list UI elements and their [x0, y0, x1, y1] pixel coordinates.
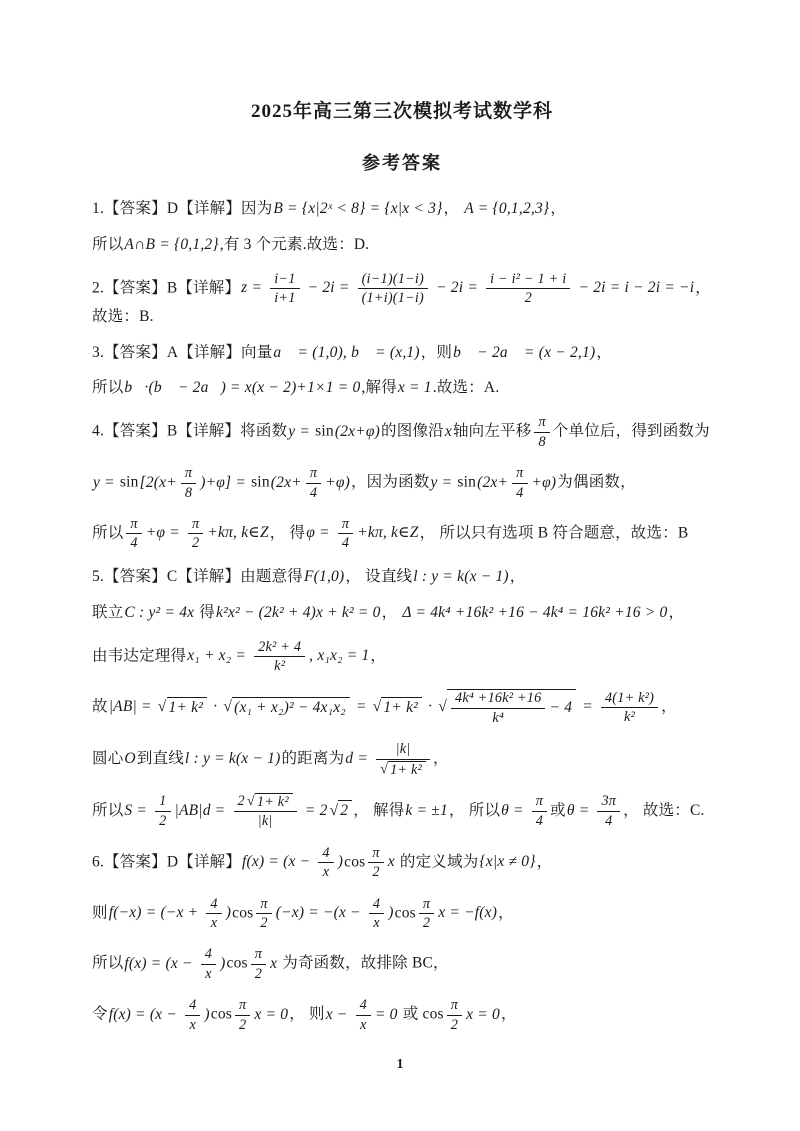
- math-text: Δ = 4k⁴ +16k² +16 − 4k⁴ = 16k² +16 > 0: [402, 603, 668, 621]
- answer-line: [92, 896, 712, 932]
- body-text: ，: [596, 343, 613, 361]
- math-text: +φ): [531, 473, 557, 491]
- math-text: 2: [450, 1016, 459, 1033]
- math-text: 2k² + 4: [258, 638, 302, 655]
- fraction: [199, 946, 218, 982]
- answer-line: [92, 516, 712, 552]
- body-text: 个单位后，得到函数为: [552, 422, 710, 440]
- math-text: d =: [345, 750, 373, 768]
- math-text: )+φ] =: [200, 473, 251, 491]
- math-text: 4k⁴ +16k² +16: [455, 690, 542, 707]
- answer-lines: [92, 199, 712, 1033]
- math-text: [2(x+: [139, 473, 177, 491]
- math-text: +φ): [325, 473, 350, 491]
- body-text: 的定义域为: [395, 853, 479, 871]
- square-root: [247, 793, 293, 810]
- math-text: =: [351, 698, 371, 716]
- math-text: 4: [322, 844, 330, 861]
- math-text: 2: [524, 290, 532, 307]
- body-text: sin: [251, 473, 270, 491]
- math-text: 4: [189, 997, 197, 1014]
- math-text: π: [372, 844, 380, 861]
- square-root: [380, 761, 426, 778]
- math-text: |AB| =: [108, 698, 156, 716]
- math-text: A∩B = {0,1,2}: [124, 235, 219, 253]
- radical-sign: √: [380, 761, 389, 778]
- body-text: 6.【答案】D【详解】: [92, 853, 242, 871]
- math-text: A = {0,1,2,3}: [464, 200, 550, 217]
- math-text: 2: [340, 802, 349, 820]
- math-text: F(1,0): [303, 567, 345, 585]
- math-text: − 2i =: [303, 279, 354, 297]
- math-text: x: [205, 965, 212, 982]
- math-text: O: [124, 750, 136, 768]
- body-text: 为偶函数，: [557, 473, 636, 491]
- answer-line: [92, 845, 712, 881]
- fraction: [233, 997, 252, 1033]
- math-text: x = −f(x): [438, 904, 498, 921]
- body-text: sin: [119, 473, 139, 491]
- answer-line: [92, 689, 712, 726]
- math-text: 8: [538, 433, 546, 450]
- body-text: ，: [381, 603, 402, 621]
- math-text: − 4: [549, 698, 573, 716]
- body-text: cos: [394, 904, 416, 921]
- fraction: [445, 997, 464, 1033]
- math-text: f(x) = (x −: [108, 1005, 182, 1023]
- math-text: a⃗ = (1,0), b⃗ = (x,1): [273, 343, 420, 361]
- fraction: [417, 896, 436, 932]
- math-text: l : y = k(x − 1): [184, 750, 281, 768]
- body-text: ， 设直线: [345, 567, 413, 585]
- answer-line: [92, 271, 712, 328]
- math-text: π: [130, 515, 138, 532]
- fraction: [204, 896, 223, 932]
- body-text: cos: [226, 954, 248, 972]
- math-text: = 0: [374, 1005, 398, 1023]
- body-text: 3.【答案】A【详解】向量: [92, 343, 273, 361]
- math-text: 3π: [601, 793, 617, 810]
- body-text: ，: [498, 904, 514, 921]
- math-text: 2: [237, 792, 245, 809]
- body-text: ， 故选：B.: [92, 279, 711, 325]
- math-text: ): [204, 1005, 210, 1023]
- answer-line: [92, 235, 712, 256]
- answer-line: [92, 199, 712, 220]
- answer-line: [92, 639, 712, 675]
- body-text: ，: [550, 200, 567, 217]
- answer-line: [92, 603, 712, 624]
- body-text: 圆心: [92, 750, 124, 768]
- math-text: π: [192, 515, 200, 532]
- fraction: [186, 516, 205, 552]
- square-root: [158, 697, 207, 719]
- math-text: |AB|d =: [174, 801, 230, 819]
- math-text: π: [538, 414, 546, 431]
- body-text: 得: [195, 603, 216, 621]
- body-text: 5.【答案】C【详解】由题意得: [92, 567, 303, 585]
- math-text: k²: [624, 709, 636, 726]
- body-text: ，: [509, 567, 526, 585]
- body-text: ，: [668, 603, 685, 621]
- math-text: 8: [184, 484, 193, 501]
- fraction: [249, 946, 268, 982]
- math-text: x: [322, 864, 330, 881]
- body-text: 所以: [92, 235, 124, 253]
- fraction: [336, 516, 355, 552]
- math-text: 4: [605, 812, 613, 829]
- math-text: 2: [159, 812, 167, 829]
- math-text: k⁴: [492, 709, 505, 726]
- fraction: [510, 465, 529, 501]
- math-text: 2: [372, 864, 380, 881]
- math-text: i − i² − 1 + i: [490, 270, 567, 287]
- math-text: x: [387, 853, 395, 871]
- math-text: 4: [341, 535, 350, 552]
- math-text: B = {x|2ˣ < 8} = {x|x < 3}: [273, 200, 443, 217]
- body-text: ，: [370, 647, 387, 665]
- body-text: cos: [210, 1005, 233, 1023]
- math-text: 1+ k²: [390, 761, 422, 778]
- radical-sign: √: [223, 698, 233, 716]
- math-text: 4: [359, 997, 367, 1014]
- math-text: π: [254, 946, 263, 963]
- math-text: = 2: [300, 801, 328, 819]
- body-text: 所以: [92, 801, 124, 819]
- body-text: ，: [443, 200, 464, 217]
- body-text: 或: [398, 1005, 423, 1023]
- math-text: f(x) = (x −: [242, 853, 315, 871]
- math-text: π: [309, 465, 318, 482]
- fraction: [599, 690, 660, 726]
- math-text: 1: [159, 793, 167, 810]
- answer-line: [92, 378, 712, 399]
- fraction: [268, 271, 301, 307]
- answer-line: [92, 997, 712, 1033]
- math-text: (−x) = −(x −: [275, 904, 365, 921]
- answer-line: [92, 741, 712, 778]
- math-text: 2: [192, 535, 200, 552]
- radical-sign: √: [372, 698, 382, 716]
- body-text: ， 所以: [448, 801, 501, 819]
- math-text: π: [184, 465, 193, 482]
- body-text: 1.【答案】D【详解】因为: [92, 200, 273, 217]
- fraction: [530, 793, 549, 829]
- math-text: ): [220, 954, 226, 972]
- math-text: π: [341, 515, 350, 532]
- math-text: ·: [424, 698, 437, 716]
- body-text: ， 得: [269, 524, 306, 542]
- square-root: [438, 689, 576, 726]
- math-text: x: [189, 1016, 196, 1033]
- fraction: [179, 465, 198, 501]
- body-text: 2.【答案】B【详解】: [92, 279, 241, 297]
- body-text: 由韦达定理得: [92, 647, 187, 665]
- math-text: ·: [209, 698, 222, 716]
- body-text: 的图像沿: [381, 422, 444, 440]
- math-text: 4: [535, 812, 544, 829]
- math-text: y =: [430, 473, 457, 491]
- body-text: 所以: [92, 379, 124, 397]
- math-text: k²: [274, 657, 286, 674]
- math-text: π: [535, 793, 544, 810]
- body-text: 故: [92, 698, 108, 716]
- body-text: ,有 3 个元素.故选：D.: [219, 235, 370, 253]
- fraction: [252, 639, 307, 675]
- math-text: ): [337, 853, 344, 871]
- answer-line: [92, 465, 712, 501]
- math-text: b⃗ − 2a⃗ = (x − 2,1): [453, 343, 596, 361]
- body-text: 则: [92, 904, 108, 921]
- math-text: , x₁x₂ = 1: [309, 647, 370, 665]
- math-text: x: [360, 1016, 367, 1033]
- math-text: (i−1)(1−i): [361, 270, 424, 287]
- fraction: [153, 793, 172, 829]
- math-text: ): [388, 904, 394, 921]
- math-text: 2: [254, 965, 263, 982]
- math-text: (2x+: [477, 473, 509, 491]
- math-text: S =: [124, 801, 152, 819]
- body-text: 为奇函数，故排除 BC，: [278, 954, 449, 972]
- body-text: ，: [661, 698, 677, 716]
- body-text: 到直线: [136, 750, 184, 768]
- math-text: π: [239, 997, 247, 1014]
- math-text: 2: [260, 914, 268, 931]
- math-text: x = 0: [466, 1005, 500, 1023]
- answer-line: [92, 414, 712, 450]
- math-text: 1+ k²: [256, 793, 289, 810]
- page-number: 1: [396, 1057, 404, 1072]
- page-subtitle: 参考答案: [362, 153, 442, 173]
- math-text: x₁ + x₂ =: [187, 647, 251, 665]
- fraction: [449, 690, 547, 726]
- math-text: f(−x) = (−x +: [108, 904, 203, 921]
- fraction: [595, 793, 622, 829]
- math-text: b⃗·(b⃗ − 2a⃗) = x(x − 2)+1×1 = 0: [124, 379, 361, 397]
- body-text: ， 解得: [353, 801, 405, 819]
- math-text: x −: [325, 1005, 352, 1023]
- body-text: 令: [92, 1005, 108, 1023]
- math-text: 4: [372, 895, 381, 912]
- radical-sign: √: [246, 793, 255, 810]
- math-text: θ =: [566, 801, 594, 819]
- math-text: i−1: [274, 270, 296, 287]
- math-text: 1+ k²: [168, 698, 204, 716]
- math-text: 2: [239, 1016, 247, 1033]
- math-text: |k|: [395, 741, 411, 758]
- body-text: ，: [500, 1005, 517, 1023]
- body-text: 的距离为: [281, 750, 345, 768]
- fraction: [366, 845, 385, 881]
- math-text: π: [422, 895, 431, 912]
- radical-sign: √: [329, 801, 339, 819]
- body-text: ，则: [420, 343, 453, 361]
- fraction: [356, 271, 430, 307]
- math-text: i+1: [274, 290, 296, 307]
- answer-line: [92, 946, 712, 982]
- square-root: [373, 697, 422, 719]
- body-text: sin: [457, 473, 477, 491]
- answer-line: [92, 793, 712, 830]
- math-text: π: [516, 465, 524, 482]
- body-text: ， 则: [289, 1005, 325, 1023]
- body-text: ， 故选：C.: [623, 801, 705, 819]
- math-text: f(x) = (x −: [124, 954, 197, 972]
- math-text: x: [444, 422, 452, 440]
- body-text: 所以: [92, 954, 124, 972]
- answer-line: [92, 567, 712, 588]
- fraction: [183, 997, 202, 1033]
- math-text: π: [450, 997, 459, 1014]
- math-text: {x|x ≠ 0}: [479, 853, 536, 871]
- math-text: +kπ, k∈Z: [207, 524, 269, 542]
- body-text: sin: [315, 422, 334, 440]
- math-text: (2x+: [270, 473, 302, 491]
- body-text: ，: [536, 853, 553, 871]
- math-text: 4: [516, 484, 524, 501]
- math-text: +φ =: [145, 524, 184, 542]
- math-text: z =: [241, 279, 267, 297]
- body-text: cos: [232, 904, 254, 921]
- math-text: x: [270, 954, 278, 972]
- math-text: θ =: [501, 801, 528, 819]
- radical-sign: √: [157, 698, 167, 716]
- math-text: 4: [309, 484, 318, 501]
- math-text: π: [260, 895, 268, 912]
- math-text: x = 0: [254, 1005, 289, 1023]
- body-text: 4.【答案】B【详解】将函数: [92, 422, 288, 440]
- fraction: [484, 271, 572, 307]
- fraction: [374, 741, 432, 778]
- math-text: C : y² = 4x: [124, 603, 195, 621]
- math-text: (x₁ + x₂)² − 4x₁x₂: [234, 698, 346, 716]
- fraction: [124, 516, 143, 552]
- body-text: ，: [433, 750, 449, 768]
- square-root: [223, 697, 350, 719]
- fraction: [354, 997, 373, 1033]
- body-text: 轴向左平移: [452, 422, 532, 440]
- math-text: 2: [422, 914, 431, 931]
- math-text: − 2i = i − 2i = −i: [574, 279, 695, 297]
- math-text: x = 1: [397, 379, 432, 397]
- body-text: .故选：A.: [432, 379, 500, 397]
- math-text: φ =: [306, 524, 334, 542]
- square-root: [330, 800, 353, 822]
- fraction: [367, 896, 386, 932]
- fraction: [304, 465, 323, 501]
- radical-sign: √: [438, 698, 447, 716]
- math-text: x: [210, 914, 218, 931]
- body-text: ,解得: [361, 379, 397, 397]
- body-text: cos: [422, 1005, 444, 1023]
- fraction: [532, 414, 551, 450]
- math-text: k = ±1: [405, 801, 448, 819]
- page-title: 2025年高三第三次模拟考试数学科: [250, 101, 553, 122]
- math-text: |k|: [257, 813, 273, 830]
- math-text: (1+i)(1−i): [361, 290, 424, 307]
- math-text: k²x² − (2k² + 4)x + k² = 0: [216, 603, 381, 621]
- math-text: l : y = k(x − 1): [413, 567, 509, 585]
- answer-line: [92, 343, 712, 364]
- math-text: 4: [204, 946, 213, 963]
- body-text: ，因为函数: [350, 473, 430, 491]
- math-text: 4(1+ k²): [604, 689, 655, 706]
- body-text: 或: [550, 801, 566, 819]
- math-text: y =: [93, 473, 119, 491]
- math-text: +kπ, k∈Z: [357, 524, 419, 542]
- body-text: 所以: [92, 524, 124, 542]
- math-text: x: [373, 914, 380, 931]
- math-text: ): [225, 904, 232, 921]
- fraction: [316, 845, 335, 881]
- math-text: =: [578, 698, 597, 716]
- body-text: ， 所以只有选项 B 符合题意，故选：B: [419, 524, 689, 542]
- math-text: 1+ k²: [383, 698, 419, 716]
- math-text: − 2i =: [432, 279, 483, 297]
- body-text: 联立: [92, 603, 124, 621]
- body-text: cos: [344, 853, 366, 871]
- math-text: 4: [210, 895, 218, 912]
- math-text: y =: [288, 422, 315, 440]
- math-text: (2x+φ): [334, 422, 381, 440]
- fraction: [254, 896, 273, 932]
- fraction: [232, 793, 299, 830]
- math-text: 4: [130, 535, 138, 552]
